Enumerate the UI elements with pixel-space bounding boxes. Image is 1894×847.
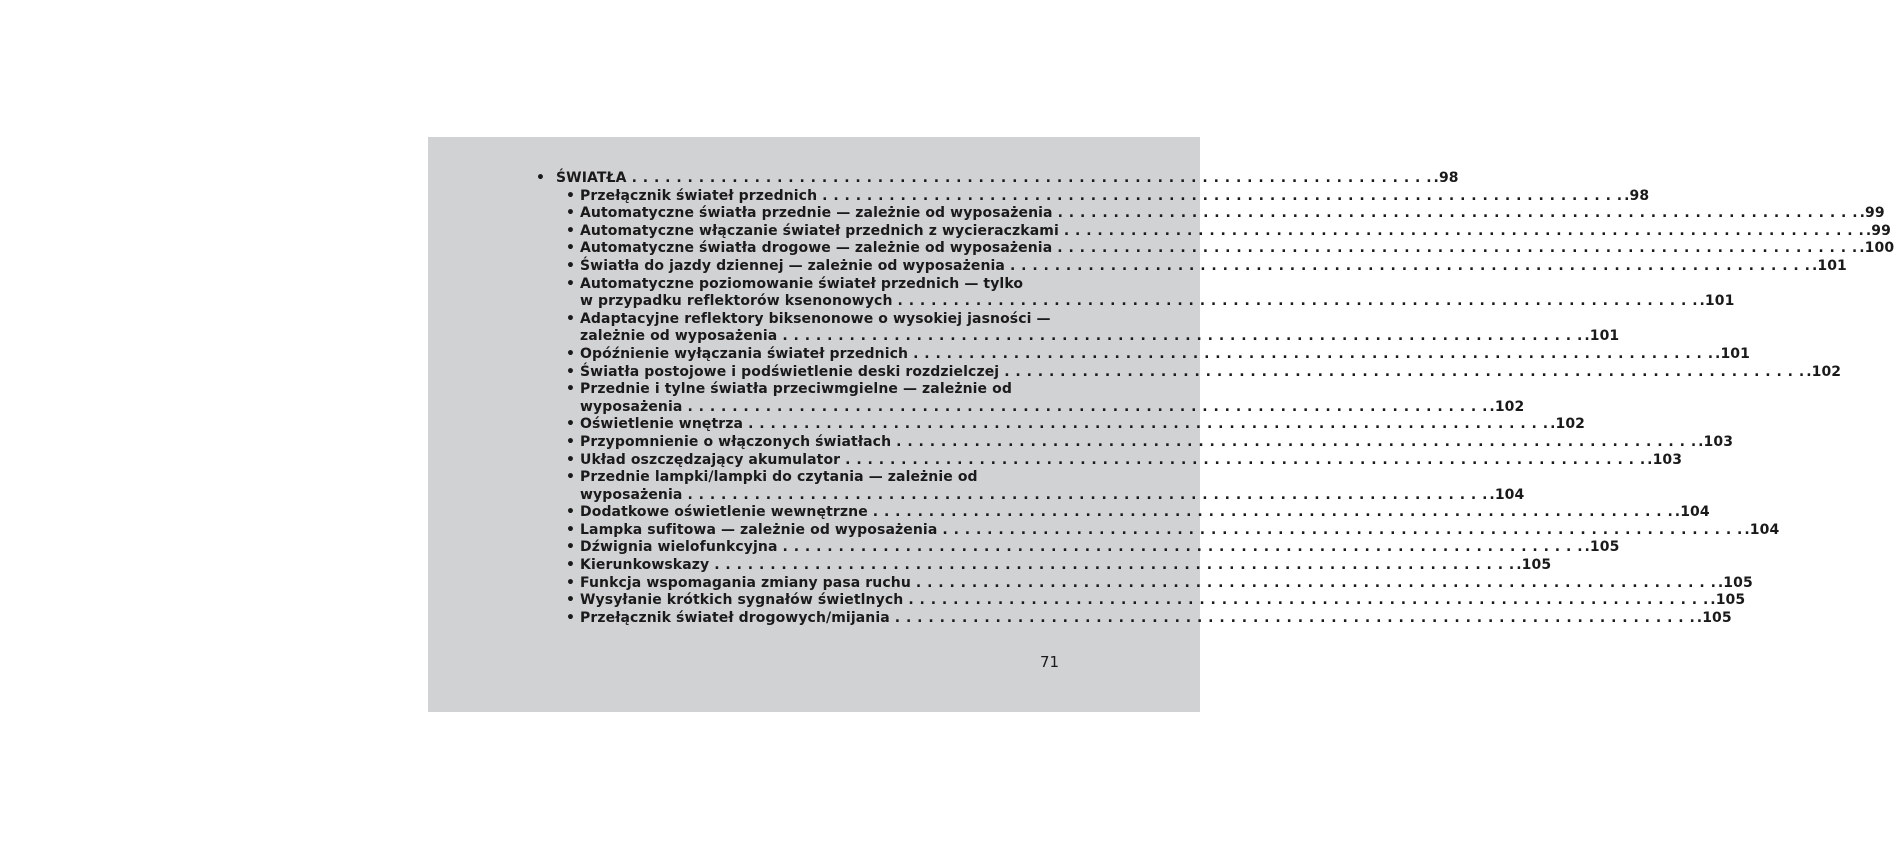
bullet: • [566,451,576,468]
toc-page-ref: .101 [1584,328,1620,345]
toc-page-ref: .105 [1717,574,1753,591]
dot-leader [1052,240,1859,258]
bullet: • [566,257,576,274]
toc-entry[interactable] [536,574,1753,593]
toc-entry-title: Układ oszczędzający akumulator [580,451,841,468]
dot-leader [868,504,1675,522]
toc-entry-title: Dźwignia wielofunkcyjna [580,539,778,556]
toc-entry-title: Wysyłanie krótkich sygnałów świetlnych [580,592,904,609]
toc-entry-title: zależnie od wyposażenia [580,328,778,345]
dot-leader [743,416,1550,434]
dot-leader [709,557,1516,575]
toc-entry[interactable] [536,187,1650,206]
toc-entry[interactable] [536,257,1847,276]
toc-page-ref: .105 [1696,609,1732,626]
toc-page-ref: .99 [1859,205,1885,222]
toc-entry-title: Automatyczne światła drogowe — zależnie od wyposażenia [580,240,1053,257]
dot-leader [891,434,1698,452]
dot-leader [999,364,1806,382]
bullet: • [566,240,576,257]
toc-entry-title: w przypadku reflektorów ksenonowych [580,293,893,310]
toc-page-ref: .104 [1674,504,1710,521]
dot-leader [903,592,1710,610]
bullet: • [566,609,576,626]
toc-entry-continuation[interactable] [536,328,1620,346]
toc-entry[interactable] [536,469,1060,487]
bullet: • [566,310,576,327]
toc-entry-title: Światła do jazdy dziennej — zależnie od wyposażenia [580,257,1005,274]
toc-entry-title: Przełącznik świateł przednich [580,187,818,204]
toc-entry-continuation[interactable] [536,293,1735,311]
toc-page-ref: .104 [1744,521,1780,538]
table-of-contents [536,170,1894,627]
toc-entry-title: Adaptacyjne reflektory biksenonowe o wysokiej jasności — [580,310,1051,327]
toc-entry-title: wyposażenia [580,486,683,503]
bullet: • [536,170,546,186]
toc-page-ref: .99 [1865,222,1891,239]
bullet: • [566,275,576,292]
bullet: • [566,381,576,398]
bullet: • [566,521,576,538]
bullet: • [566,504,576,521]
dot-leader [778,539,1585,557]
toc-entry[interactable] [536,311,1060,329]
dot-leader [911,575,1718,593]
toc-entry-title: Automatyczne światła przednie — zależnie od wyposażenia [580,205,1053,222]
bullet: • [566,363,576,380]
bullet: • [566,222,576,239]
bullet: • [566,187,576,204]
toc-page-ref: .103 [1698,433,1734,450]
toc-entry-title: Przełącznik świateł drogowych/mijania [580,609,890,626]
toc-entry[interactable] [536,345,1750,364]
toc-entries [536,187,1894,628]
toc-entry-title: Kierunkowskazy [580,557,710,574]
bullet: • [566,574,576,591]
dot-leader [1005,258,1812,276]
toc-entry[interactable] [536,539,1620,557]
dot-leader [890,610,1697,628]
dot-leader [937,522,1744,540]
toc-page-ref: .98 [1624,187,1650,204]
toc-page-ref: .100 [1859,240,1894,257]
toc-entry[interactable] [536,416,1586,434]
bullet: • [566,416,576,433]
toc-page-ref: .102 [1806,363,1842,380]
toc-page-ref: .101 [1699,293,1735,310]
page-number: 71 [1040,653,1060,671]
toc-entry[interactable] [536,205,1885,223]
toc-entry[interactable] [536,240,1894,258]
toc-page-ref: .102 [1550,416,1586,433]
dot-leader [817,188,1624,206]
bullet: • [566,592,576,609]
toc-entry-title: Dodatkowe oświetlenie wewnętrzne [580,504,868,521]
dot-leader [627,170,1434,188]
toc-entry[interactable] [536,381,1060,399]
toc-page-ref: .105 [1516,557,1552,574]
toc-entry-title: Opóźnienie wyłączania świateł przednich [580,345,909,362]
dot-leader [682,487,1489,505]
dot-leader [1053,205,1860,223]
toc-entry-title: Przednie i tylne światła przeciwmgielne — zależnie od [580,381,1012,398]
toc-entry[interactable] [536,276,1060,294]
bullet: • [566,557,576,574]
dot-leader [908,346,1715,364]
toc-entry[interactable] [536,504,1710,522]
toc-page-ref: .104 [1489,486,1525,503]
toc-entry[interactable] [536,433,1734,452]
dot-leader [1059,223,1866,241]
dot-leader [777,328,1584,346]
toc-entry-title: Lampka sufitowa — zależnie od wyposażenia [580,521,938,538]
dot-leader [893,293,1700,311]
toc-page-ref: .105 [1584,539,1620,556]
bullet: • [566,205,576,222]
toc-page-ref: .103 [1647,451,1683,468]
toc-page-ref: .98 [1433,170,1459,186]
toc-entry-title: Automatyczne włączanie świateł przednich z wycieraczkami [580,222,1059,239]
toc-section-heading[interactable] [536,170,1459,188]
toc-entry-continuation[interactable] [536,486,1525,505]
toc-entry[interactable] [536,363,1842,382]
bullet: • [566,539,576,556]
toc-entry-title: Przypomnienie o włączonych światłach [580,433,892,450]
toc-entry-title: Przednie lampki/lampki do czytania — zależnie od [580,469,978,486]
toc-entry[interactable] [536,222,1891,241]
toc-entry-continuation[interactable] [536,398,1525,417]
toc-page-ref: .102 [1489,398,1525,415]
toc-entry-title: Funkcja wspomagania zmiany pasa ruchu [580,574,911,591]
toc-page-ref: .101 [1715,345,1750,362]
toc-entry-title: Światła postojowe i podświetlenie deski rozdzielczej [580,363,1000,380]
toc-entry-title: Automatyczne poziomowanie świateł przednich — tylko [580,275,1024,292]
bullet: • [566,469,576,486]
toc-entry[interactable] [536,592,1746,610]
toc-entry[interactable] [536,609,1732,628]
toc-entry-title: wyposażenia [580,398,683,415]
bullet: • [566,345,576,362]
toc-entry-title: Oświetlenie wnętrza [580,416,744,433]
bullet: • [566,433,576,450]
toc-section-title: ŚWIATŁA [556,170,627,186]
dot-leader [840,452,1647,470]
toc-entry[interactable] [536,451,1683,470]
toc-page-ref: .101 [1811,257,1847,274]
toc-entry[interactable] [536,557,1552,575]
dot-leader [682,399,1489,417]
toc-entry[interactable] [536,521,1780,540]
toc-page-ref: .105 [1710,592,1746,609]
